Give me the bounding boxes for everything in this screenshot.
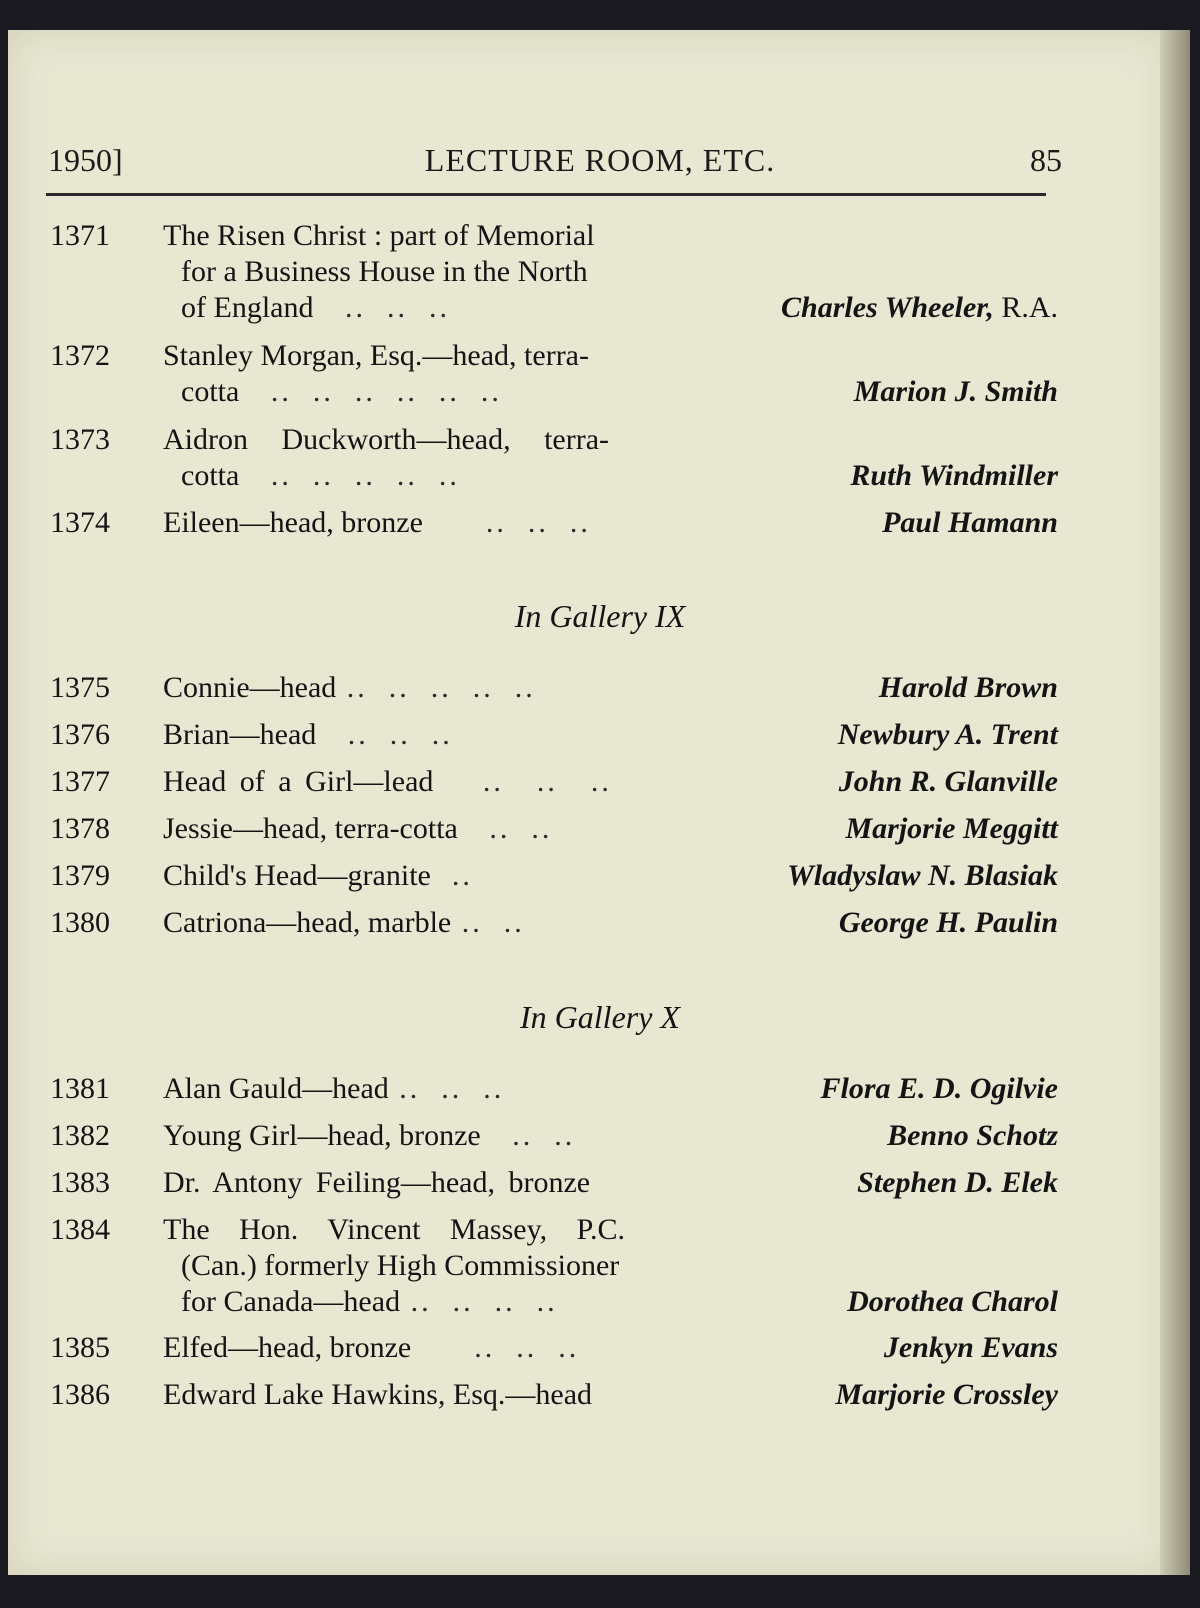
description-line: Brian—head .. .. .. (163, 718, 453, 751)
description-line: The Hon. Vincent Massey, P.C. (163, 1213, 626, 1246)
artist-name: Marion J. Smith (853, 375, 1058, 408)
entry-description (163, 1165, 743, 1201)
entry-description (163, 218, 743, 326)
entry-number: 1383 (50, 1166, 110, 1199)
description-line: Jessie—head, terra-cotta .. .. (163, 812, 553, 845)
entry-description (163, 1330, 743, 1366)
entry-number: 1377 (50, 765, 110, 798)
entry-description (163, 858, 743, 894)
artist-name: Harold Brown (878, 671, 1058, 704)
entry-description (163, 505, 743, 541)
description-line: Connie—head .. .. .. .. .. (163, 671, 536, 704)
entry-description (163, 1212, 743, 1320)
entry-description (163, 338, 743, 410)
entry-number: 1374 (50, 506, 110, 539)
entry-description (163, 1118, 743, 1154)
description-line: for a Business House in the North (181, 255, 588, 288)
artist-name: Flora E. D. Ogilvie (820, 1072, 1058, 1105)
description-line: Aidron Duckworth—head, terra- (163, 423, 610, 456)
entry-number: 1379 (50, 859, 110, 892)
description-line: Child's Head—granite .. (163, 859, 473, 892)
description-line: of England .. .. .. (181, 291, 450, 324)
entry-number: 1372 (50, 339, 110, 372)
entry-number: 1384 (50, 1213, 110, 1246)
artist-name: George H. Paulin (838, 906, 1058, 939)
entry-number: 1376 (50, 718, 110, 751)
description-line: Alan Gauld—head .. .. .. (163, 1072, 505, 1105)
artist-name: Marjorie Crossley (835, 1378, 1058, 1411)
entry-number: 1371 (50, 219, 110, 252)
description-line: Young Girl—head, bronze .. .. (163, 1119, 576, 1152)
artist-name: Charles Wheeler, R.A. (781, 291, 1058, 324)
description-line: The Risen Christ : part of Memorial (163, 219, 595, 252)
artist-name: Wladyslaw N. Blasiak (787, 859, 1058, 892)
artist-name: Newbury A. Trent (837, 718, 1058, 751)
page-number: 85 (1030, 142, 1062, 178)
description-line: for Canada—head .. .. .. .. (181, 1285, 558, 1318)
description-line: Elfed—head, bronze .. .. .. (163, 1331, 580, 1364)
artist-name: Paul Hamann (882, 506, 1058, 539)
artist-name: Stephen D. Elek (857, 1166, 1058, 1199)
artist-name: John R. Glanville (838, 765, 1058, 798)
entry-description (163, 422, 743, 494)
description-line: Eileen—head, bronze .. .. .. (163, 506, 591, 539)
header-rule (46, 193, 1046, 196)
entry-description (163, 811, 743, 847)
description-line: (Can.) formerly High Commissioner (181, 1249, 620, 1282)
entry-description (163, 764, 743, 800)
section-heading-gallery-x: In Gallery X (520, 999, 680, 1035)
entry-number: 1386 (50, 1378, 110, 1411)
entry-number: 1375 (50, 671, 110, 704)
artist-name: Marjorie Meggitt (845, 812, 1058, 845)
entry-description (163, 717, 743, 753)
artist-name: Jenkyn Evans (883, 1331, 1058, 1364)
section-heading-gallery-ix: In Gallery IX (514, 598, 686, 634)
entry-number: 1373 (50, 423, 110, 456)
book-spine-shadow (1160, 30, 1190, 1575)
entry-description (163, 1071, 743, 1107)
artist-name: Ruth Windmiller (850, 459, 1058, 492)
entry-number: 1385 (50, 1331, 110, 1364)
header-year: 1950] (48, 142, 123, 178)
artist-name: Dorothea Charol (847, 1285, 1058, 1318)
entry-number: 1382 (50, 1119, 110, 1152)
description-line: Catriona—head, marble .. .. (163, 906, 525, 939)
artist-name: Benno Schotz (887, 1119, 1058, 1152)
entry-description (163, 1377, 743, 1413)
description-line: cotta .. .. .. .. .. .. (181, 375, 502, 408)
entry-number: 1381 (50, 1072, 110, 1105)
entry-number: 1380 (50, 906, 110, 939)
entry-number: 1378 (50, 812, 110, 845)
description-line: Dr. Antony Feiling—head, bronze (163, 1166, 591, 1199)
entry-description (163, 670, 743, 706)
entry-description (163, 905, 743, 941)
description-line: Head of a Girl—lead .. .. .. (163, 765, 612, 798)
header-title: LECTURE ROOM, ETC. (424, 142, 776, 178)
description-line: Edward Lake Hawkins, Esq.—head (163, 1378, 593, 1411)
description-line: Stanley Morgan, Esq.—head, terra- (163, 339, 589, 372)
page-header (0, 142, 1200, 182)
description-line: cotta .. .. .. .. .. (181, 459, 460, 492)
